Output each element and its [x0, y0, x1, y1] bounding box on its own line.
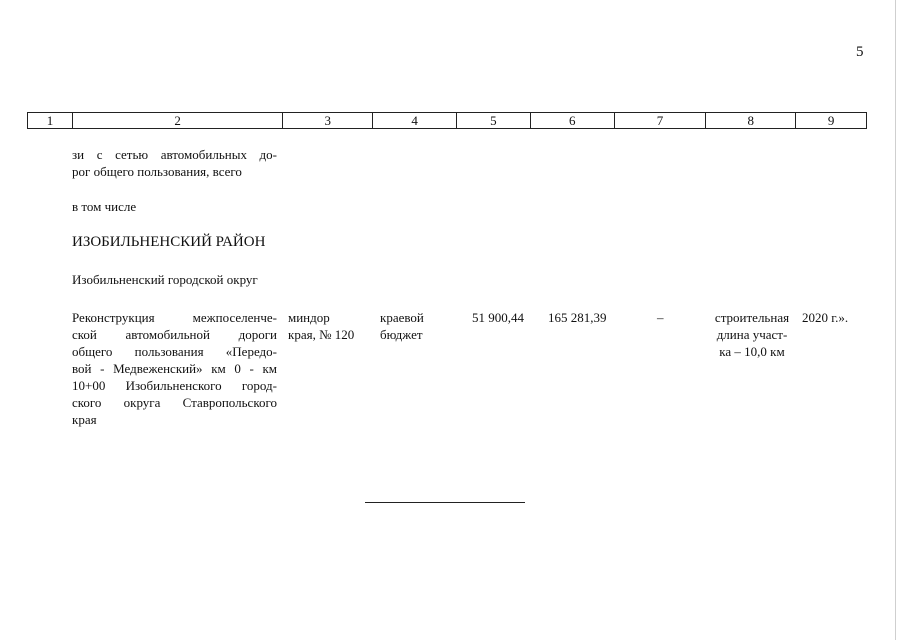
- capacity-line: длина участ-: [716, 327, 788, 342]
- capacity-line: ка – 10,0 км: [719, 344, 785, 359]
- page-number: 5: [856, 44, 864, 60]
- col9-value: 2020 г.».: [802, 310, 849, 325]
- project-name-line: 10+00 Изобильненского город-: [72, 378, 277, 393]
- header-col-8: 8: [706, 113, 796, 128]
- header-col-7: 7: [615, 113, 707, 128]
- closing-separator-line: [365, 502, 525, 503]
- project-name-line: общего пользования «Передо-: [72, 344, 277, 359]
- col5-value: 51 900,44: [472, 310, 524, 325]
- col6-value: 165 281,39: [548, 310, 607, 325]
- intro-line-1: зи с сетью автомобильных до-: [72, 147, 277, 162]
- city-district-heading: Изобильненский городской округ: [72, 272, 258, 287]
- capacity-line: строительная: [714, 310, 790, 325]
- customer-cell: [288, 309, 366, 343]
- page-edge-shadow: [895, 0, 896, 640]
- project-name-line: Реконструкция межпоселенче-: [72, 310, 277, 325]
- funding-source-line: краевой: [380, 310, 424, 325]
- district-heading: ИЗОБИЛЬНЕНСКИЙ РАЙОН: [72, 234, 266, 250]
- header-col-4: 4: [373, 113, 457, 128]
- header-col-5: 5: [457, 113, 531, 128]
- project-name-line: ского округа Ставропольского: [72, 395, 277, 410]
- project-name-line: ской автомобильной дороги: [72, 327, 277, 342]
- capacity-cell: [707, 309, 797, 360]
- header-col-9: 9: [827, 113, 835, 128]
- header-col-2: 2: [73, 113, 284, 128]
- intro-text: [72, 146, 277, 180]
- customer-line: края, № 120: [288, 327, 355, 342]
- column-number-header: [27, 112, 867, 129]
- project-name-line: края: [72, 412, 97, 427]
- col7-value: –: [657, 310, 664, 325]
- header-col-6: 6: [531, 113, 615, 128]
- in-that-number-label: в том числе: [72, 199, 137, 214]
- project-name-line: вой - Медвеженский» км 0 - км: [72, 361, 277, 376]
- intro-line-2: рог общего пользования, всего: [72, 164, 242, 179]
- header-col-3: 3: [283, 113, 373, 128]
- funding-source-line: бюджет: [380, 327, 423, 342]
- funding-source-cell: [380, 309, 424, 343]
- project-name-cell: [72, 309, 277, 428]
- header-col-1: 1: [28, 113, 73, 128]
- customer-line: миндор: [288, 310, 330, 325]
